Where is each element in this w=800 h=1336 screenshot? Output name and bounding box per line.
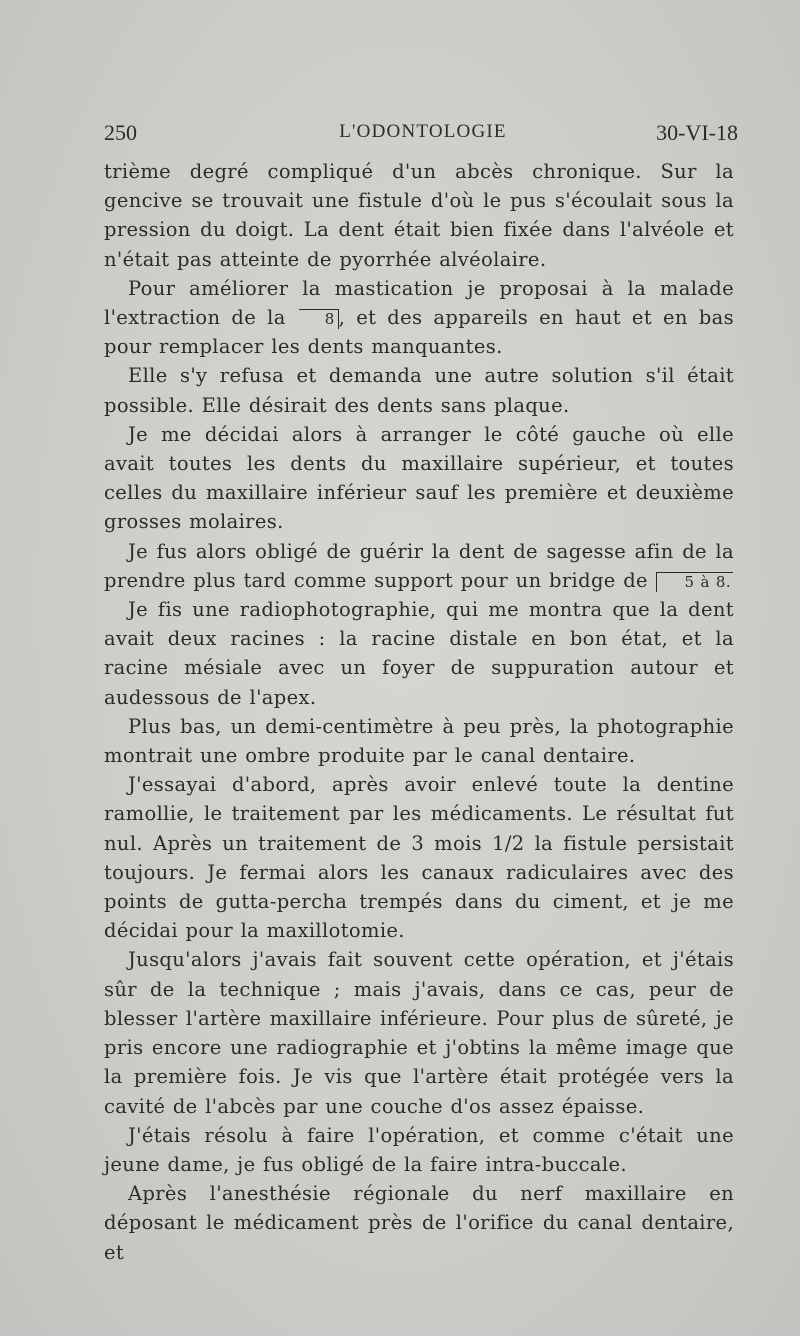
paragraph-text: Je fus alors obligé de guérir la dent de sagesse afin de la prendre plus tard comme support pour un bridge de <box>104 539 734 592</box>
tooth-notation: 8 <box>299 309 339 329</box>
paragraph: Je fis une radiophotographie, qui me montra que la dent avait deux racines : la racine distale en bon état, et la racine mésiale avec un foyer de suppuration autour et audessous de l'apex. <box>104 598 734 709</box>
paragraph: trième degré compliqué d'un abcès chronique. Sur la gencive se trouvait une fistule d'où le pus s'écoulait sous la pression du doigt. La dent était bien fixée dans l'alvéole et n'était pas atteinte de pyorrhée alvéolaire. <box>104 160 734 271</box>
paragraph: Jusqu'alors j'avais fait souvent cette opération, et j'étais sûr de la technique ; mais j'avais, dans ce cas, peur de blesser l'artère maxillaire inférieure. Pour plus de sûreté, je pris encore une radiographie et j'obtins la même image que la première fois. Je vis que l'artère était protégée vers la cavité de l'abcès par une couche d'os assez épaisse. <box>104 948 734 1118</box>
paragraph: Plus bas, un demi-centimètre à peu près, la photographie montrait une ombre produite par le canal dentaire. <box>104 714 734 768</box>
paragraph: J'essayai d'abord, après avoir enlevé toute la dentine ramollie, le traitement par les médicaments. Le résultat fut nul. Après un traitement de 3 mois 1/2 la fistule persistait toujours. Je fermai alors les canaux radiculaires avec des points de gutta-percha trempés dans du ciment, et je me décidai pour la maxillotomie. <box>104 773 734 943</box>
paragraph: Je me décidai alors à arranger le côté gauche où elle avait toutes les dents du maxillaire supérieur, et toutes celles du maxillaire inférieur sauf les première et deuxième grosses molaires. <box>104 422 734 534</box>
page-number: 250 <box>104 120 137 145</box>
issue-date: 30-VI-18 <box>656 120 738 145</box>
body-text <box>104 157 734 1267</box>
tooth-notation: 5 à 8. <box>656 572 733 592</box>
paragraph <box>104 537 734 595</box>
page-header <box>104 120 738 148</box>
paragraph-text: Pour améliorer la mastication je proposai à la malade l'extraction de la <box>104 276 734 330</box>
paragraph: J'étais résolu à faire l'opération, et comme c'était une jeune dame, je fus obligé de la faire intra-buccale. <box>104 1123 734 1176</box>
paragraph <box>104 274 734 362</box>
paragraph: Après l'anesthésie régionale du nerf maxillaire en déposant le médicament près de l'orifice du canal dentaire, et <box>104 1182 734 1264</box>
paragraph-text: , et des appareils en haut et en bas pour remplacer les dents manquantes. <box>104 306 735 359</box>
running-title: L'ODONTOLOGIE <box>339 121 507 142</box>
paragraph: Elle s'y refusa et demanda une autre solution s'il était possible. Elle désirait des dents sans plaque. <box>104 364 734 417</box>
